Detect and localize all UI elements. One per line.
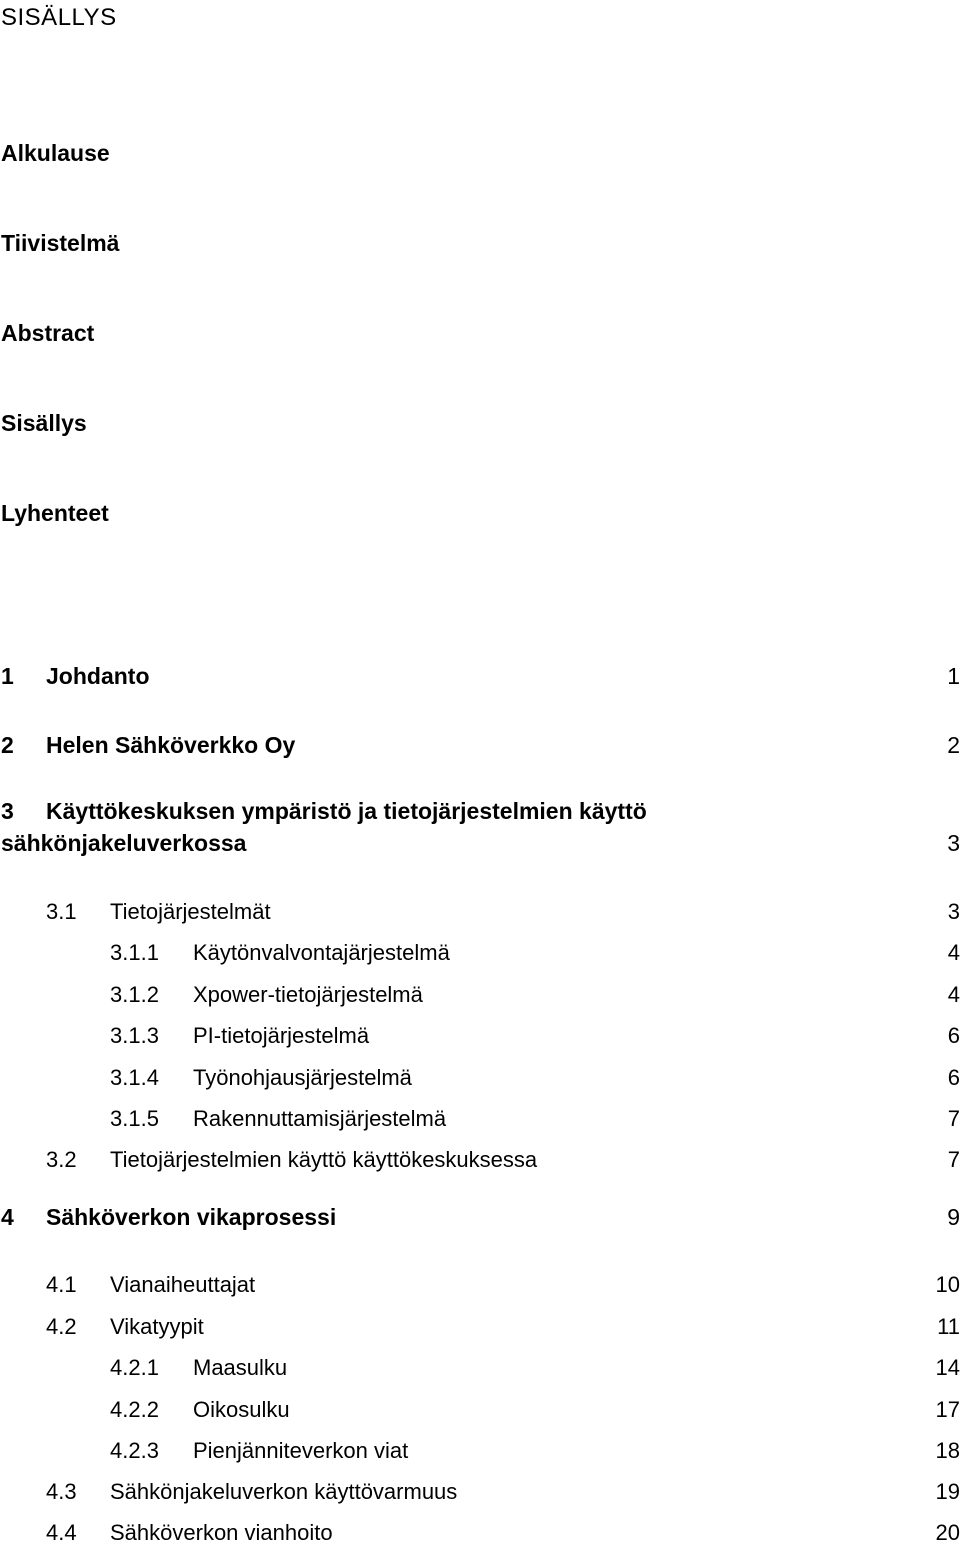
toc-title: Johdanto (46, 663, 150, 689)
toc-page: 9 (947, 1204, 960, 1230)
toc-page: 17 (935, 1397, 960, 1422)
toc-title: Tietojärjestelmien käyttö käyttökeskuksessa (110, 1147, 538, 1172)
toc-number: 4.2.2 (110, 1397, 159, 1422)
toc-page: 3 (947, 830, 960, 856)
toc-page: 7 (947, 1106, 960, 1131)
toc-title: Maasulku (193, 1355, 288, 1380)
toc-page: 6 (947, 1023, 960, 1048)
toc-number: 4.4 (46, 1520, 77, 1545)
page-title: SISÄLLYS (1, 4, 117, 31)
toc-title: Sähköverkon vianhoito (110, 1520, 333, 1545)
toc-number: 4 (1, 1204, 14, 1230)
front-matter-item[interactable]: Sisällys (1, 410, 87, 436)
toc-title: PI-tietojärjestelmä (193, 1023, 370, 1048)
toc-number: 1 (1, 663, 14, 689)
toc-number: 3.2 (46, 1147, 77, 1172)
toc-page: 1 (947, 663, 960, 689)
toc-title: Sähköverkon vikaprosessi (46, 1204, 337, 1230)
toc-page: 2 (947, 732, 960, 758)
toc-number: 3.1.3 (110, 1023, 159, 1048)
toc-title-line-2: sähkönjakeluverkossa (1, 830, 247, 856)
toc-number: 4.2 (46, 1314, 77, 1339)
toc-page: 11 (937, 1314, 960, 1339)
toc-title: Pienjänniteverkon viat (193, 1438, 409, 1463)
toc-page: 6 (947, 1065, 960, 1090)
toc-title: Sähkönjakeluverkon käyttövarmuus (110, 1479, 458, 1504)
toc-page: 14 (935, 1355, 960, 1380)
toc-page: 3 (947, 899, 960, 924)
toc-title: Työnohjausjärjestelmä (193, 1065, 412, 1090)
toc-number: 3.1.2 (110, 982, 159, 1007)
toc-title: Oikosulku (193, 1397, 290, 1422)
toc-title: Rakennuttamisjärjestelmä (193, 1106, 447, 1131)
toc-title: Helen Sähköverkko Oy (46, 732, 296, 758)
toc-page: 20 (935, 1520, 960, 1545)
toc-title: Xpower-tietojärjestelmä (193, 982, 423, 1007)
toc-number: 3.1.5 (110, 1106, 159, 1131)
front-matter-item[interactable]: Tiivistelmä (1, 230, 120, 256)
toc-number: 4.2.1 (110, 1355, 159, 1380)
front-matter-item[interactable]: Alkulause (1, 140, 110, 166)
toc-page: 18 (935, 1438, 960, 1463)
toc-title: Tietojärjestelmät (110, 899, 271, 924)
toc-number: 3.1 (46, 899, 77, 924)
toc-page: 7 (947, 1147, 960, 1172)
toc-title: Vianaiheuttajat (110, 1272, 256, 1297)
toc-title: Käyttökeskuksen ympäristö ja tietojärjestelmien käyttö (46, 798, 647, 824)
toc-page: 10 (935, 1272, 960, 1297)
toc-page: 4 (947, 982, 960, 1007)
toc-number: 3.1.4 (110, 1065, 159, 1090)
toc-number: 4.3 (46, 1479, 77, 1504)
toc-page: 4 (947, 940, 960, 965)
toc-page: 19 (935, 1479, 960, 1504)
toc-title: Käytönvalvontajärjestelmä (193, 940, 450, 965)
toc-number: 3.1.1 (110, 940, 159, 965)
front-matter-item[interactable]: Lyhenteet (1, 500, 109, 526)
front-matter-item[interactable]: Abstract (1, 320, 95, 346)
toc-title: Vikatyypit (110, 1314, 204, 1339)
toc-number: 2 (1, 732, 14, 758)
toc-number: 4.2.3 (110, 1438, 159, 1463)
toc-number: 4.1 (46, 1272, 77, 1297)
toc-number: 3 (1, 798, 14, 824)
